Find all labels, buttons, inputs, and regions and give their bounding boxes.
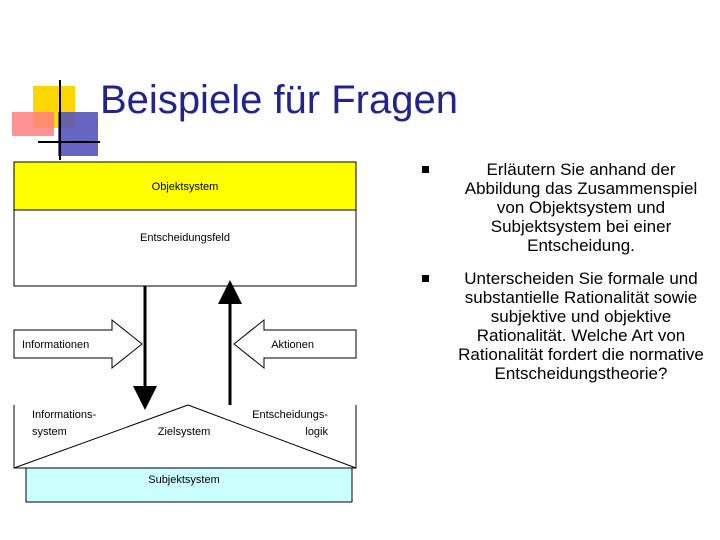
informationen-label: Informationen: [22, 339, 90, 351]
question-list: [422, 160, 712, 397]
informationssystem-label-line1: Informations-: [32, 409, 97, 421]
entscheidungslogik-label-line1: Entscheidungs-: [252, 409, 328, 421]
entscheidungslogik-label-line2: logik: [305, 426, 328, 438]
subjektsystem-label: Subjektsystem: [148, 474, 220, 486]
informationssystem-label-line2: system: [32, 426, 67, 438]
aktionen-label: Aktionen: [271, 339, 314, 351]
question-item: [422, 269, 712, 383]
zielsystem-label: Zielsystem: [157, 426, 211, 438]
bullet-marker-icon: [422, 275, 429, 282]
question-item: [422, 160, 712, 255]
slide-title: Beispiele für Fragen: [100, 78, 458, 122]
question-text: Erläutern Sie anhand der Abbildung das Zusammenspiel von Objektsystem und Subjektsystem bei einer Entscheidung.: [464, 160, 698, 255]
question-text: Unterscheiden Sie formale und substantielle Rationalität sowie subjektive und objektive Rationalität. Welche Art von Rationalität fordert die normative Entscheidungstheorie?: [458, 269, 704, 383]
entscheidungsfeld-box: [14, 210, 356, 286]
entscheidungsfeld-label: Entscheidungsfeld: [140, 232, 230, 244]
objektsystem-label: Objektsystem: [151, 181, 219, 193]
bullet-marker-icon: [422, 166, 429, 173]
